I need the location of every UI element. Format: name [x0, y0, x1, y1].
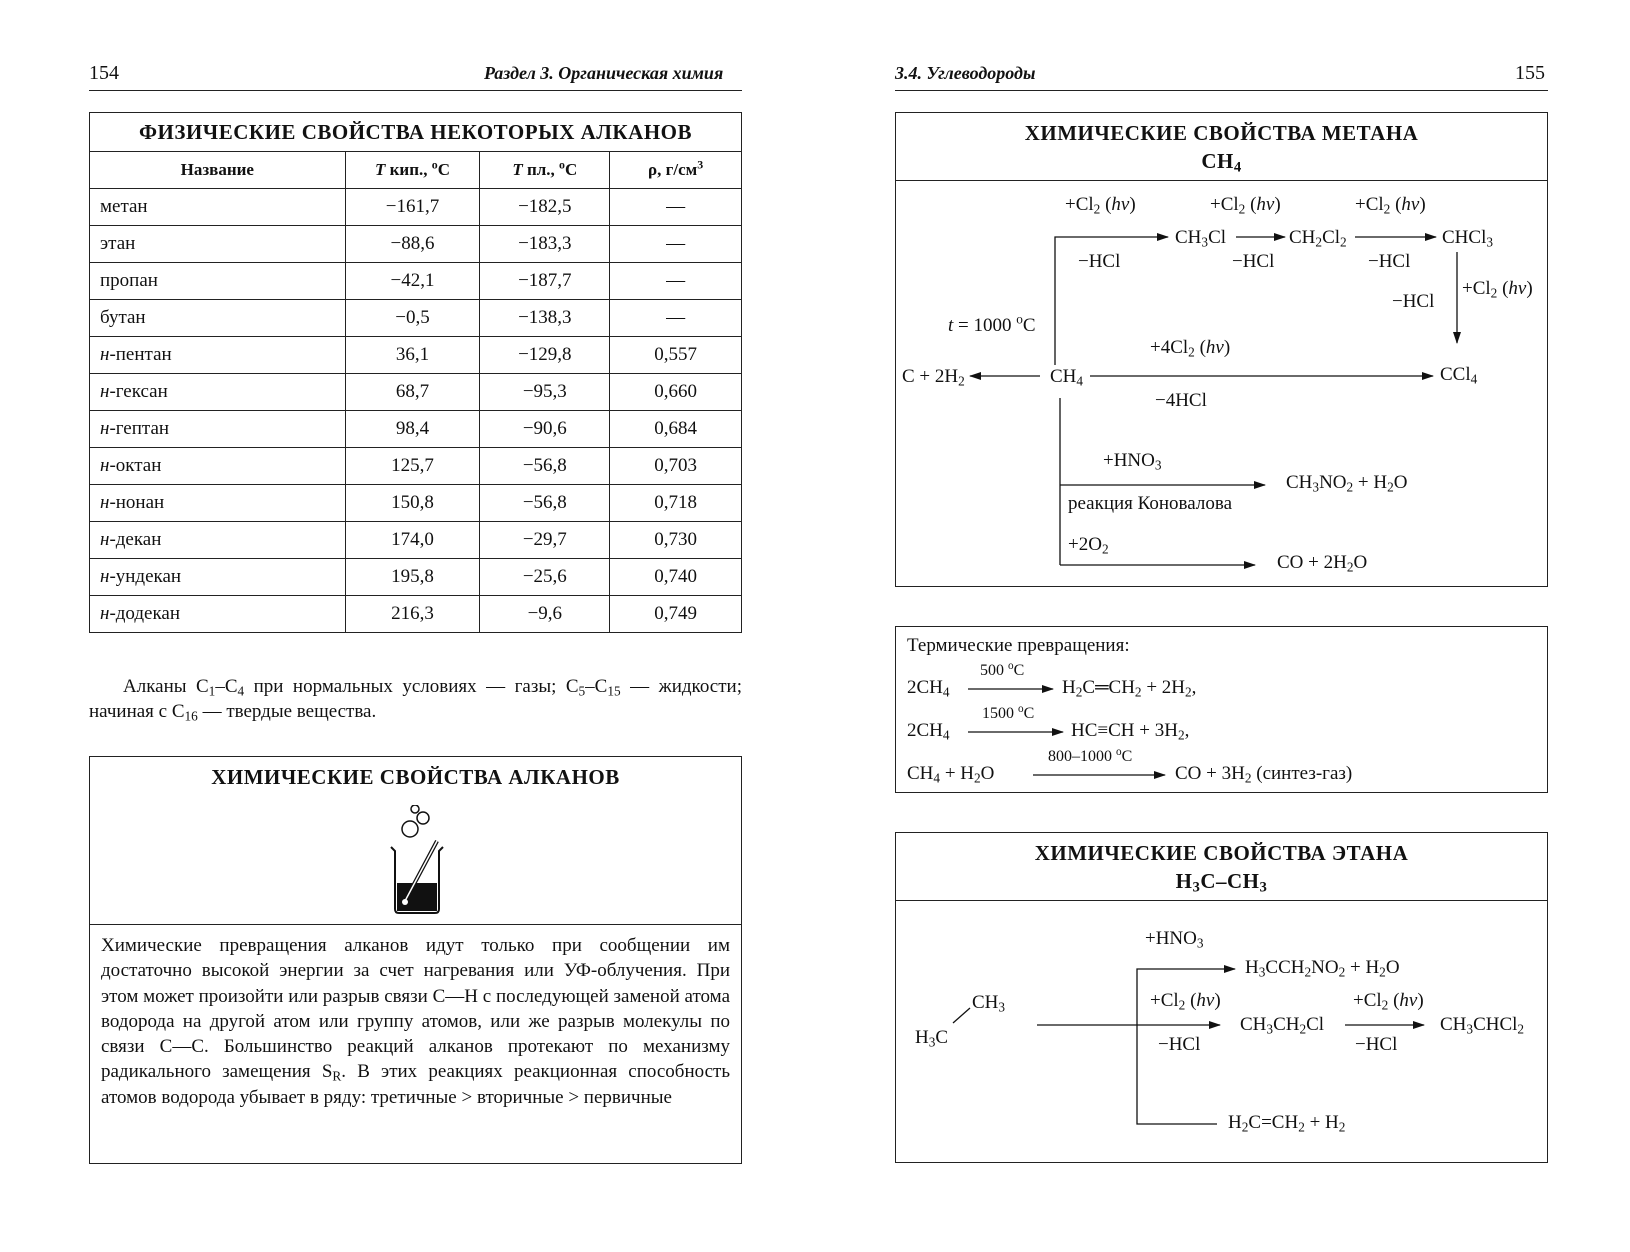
thermal-r1-right: $H_2C═CH_2 + 2H_2$,	[1062, 677, 1197, 700]
ch3chcl2: $CH_3CHCl_2$	[1440, 1014, 1525, 1037]
thermal-r2-right: $HC\equiv CH + 3H_2$,	[1071, 720, 1190, 743]
methane-hcl-1: −HCl	[1078, 251, 1121, 272]
cell-melting: −56,8	[480, 448, 610, 485]
ethane-cl2-2: $+Cl_2$ (hν)	[1353, 990, 1424, 1013]
page-number-left: 154	[89, 62, 119, 84]
cell-melting: −183,3	[480, 226, 610, 263]
cell-boiling: 98,4	[345, 411, 480, 448]
cell-name: н-ундекан	[90, 559, 346, 596]
methane-hno3: $+HNO_3$	[1103, 450, 1162, 473]
running-head-right: 3.4. Углеводороды	[895, 63, 1036, 83]
cell-boiling: −0,5	[345, 300, 480, 337]
temp-1000: t = 1000 $^o$C	[948, 311, 1036, 336]
cell-melting: −90,6	[480, 411, 610, 448]
cell-name: н-гептан	[90, 411, 346, 448]
cell-density: 0,718	[610, 485, 742, 522]
cell-density: 0,730	[610, 522, 742, 559]
c-plus-2h2: $C + 2H_2$	[902, 366, 965, 389]
methane-cl2-1: $+Cl_2$ (hν)	[1065, 194, 1136, 217]
col-header-melting: T пл., $^o$C	[480, 152, 610, 189]
cell-density: —	[610, 226, 742, 263]
cell-name: н-декан	[90, 522, 346, 559]
cell-boiling: −161,7	[345, 189, 480, 226]
state-note: Алканы $C_1-C_4$ при нормальных условиях — газы; $C_5-C_{15}$ — жидкости; начиная с $C_{16}$ — твердые вещества.	[89, 676, 742, 724]
methane-center: $CH_4$	[1050, 366, 1084, 389]
cell-name: н-октан	[90, 448, 346, 485]
cell-boiling: 125,7	[345, 448, 480, 485]
cell-density: 0,740	[610, 559, 742, 596]
cell-melting: −138,3	[480, 300, 610, 337]
cell-density: 0,684	[610, 411, 742, 448]
ch2cl2: $CH_2Cl_2$	[1289, 227, 1347, 250]
ethane-hcl-2: −HCl	[1355, 1034, 1398, 1055]
thermal-r3-left: $CH_4 + H_2O$	[907, 763, 995, 786]
cell-boiling: 150,8	[345, 485, 480, 522]
co-2h2o: CO + $2H_2O$	[1277, 552, 1368, 575]
cell-density: —	[610, 300, 742, 337]
col-header-name: Название	[90, 152, 346, 189]
ethane-title: ХИМИЧЕСКИЕ СВОЙСТВА ЭТАНА	[1034, 841, 1409, 865]
konovalov-label: реакция Коновалова	[1068, 493, 1233, 514]
alkanes-chem-title: ХИМИЧЕСКИЕ СВОЙСТВА АЛКАНОВ	[211, 765, 620, 789]
ethane-h3c: $H_3C$	[915, 1027, 949, 1050]
cell-name: пропан	[90, 263, 346, 300]
ethane-formula: $H_3C-CH_3$	[1175, 869, 1268, 896]
methane-cl2-4: $+Cl_2$ (hν)	[1462, 278, 1533, 301]
cell-name: н-додекан	[90, 596, 346, 633]
methane-hcl-4: −HCl	[1392, 291, 1435, 312]
ethane-hcl-1: −HCl	[1158, 1034, 1201, 1055]
cell-melting: −29,7	[480, 522, 610, 559]
methane-title: ХИМИЧЕСКИЕ СВОЙСТВА МЕТАНА	[1024, 121, 1419, 145]
methane-cl2-2: $+Cl_2$ (hν)	[1210, 194, 1281, 217]
ethane-cl2-1: $+Cl_2$ (hν)	[1150, 990, 1221, 1013]
cell-boiling: 36,1	[345, 337, 480, 374]
methane-cl2-3: $+Cl_2$ (hν)	[1355, 194, 1426, 217]
cond-1500: 1500 $^o$C	[982, 702, 1035, 722]
ethane-nitro: $H_3CCH_2NO_2 + H_2O$	[1245, 957, 1400, 980]
table-title: ФИЗИЧЕСКИЕ СВОЙСТВА НЕКОТОРЫХ АЛКАНОВ	[90, 113, 742, 152]
cell-name: этан	[90, 226, 346, 263]
cell-melting: −182,5	[480, 189, 610, 226]
cell-density: 0,703	[610, 448, 742, 485]
thermal-r1-left: $2CH_4$	[907, 677, 950, 700]
cell-boiling: 216,3	[345, 596, 480, 633]
cell-melting: −129,8	[480, 337, 610, 374]
ethane-hno3: $+HNO_3$	[1145, 928, 1204, 951]
cell-boiling: 174,0	[345, 522, 480, 559]
cell-name: н-пентан	[90, 337, 346, 374]
col-header-boiling: T кип., $^o$C	[345, 152, 480, 189]
chcl3: CHCl$_3$	[1442, 227, 1494, 250]
thermal-r3-right: CO + $3H_2$ (синтез-газ)	[1175, 763, 1353, 786]
ethene-h2: $H_2C=CH_2 + H_2$	[1228, 1112, 1346, 1135]
ethane-ch3: $CH_3$	[972, 992, 1006, 1015]
ch3cl: $CH_3Cl$	[1175, 227, 1227, 250]
cell-melting: −95,3	[480, 374, 610, 411]
cell-boiling: 68,7	[345, 374, 480, 411]
cell-density: 0,660	[610, 374, 742, 411]
cell-boiling: 195,8	[345, 559, 480, 596]
cell-boiling: −42,1	[345, 263, 480, 300]
page-number-right: 155	[1515, 62, 1545, 84]
methane-4hcl: −4HCl	[1155, 390, 1207, 411]
cond-500: 500 $^o$C	[980, 659, 1025, 679]
cell-melting: −25,6	[480, 559, 610, 596]
cell-name: бутан	[90, 300, 346, 337]
methane-hcl-2: −HCl	[1232, 251, 1275, 272]
cell-name: н-гексан	[90, 374, 346, 411]
ccl4: CCl$_4$	[1440, 364, 1478, 387]
cell-melting: −9,6	[480, 596, 610, 633]
cell-density: —	[610, 189, 742, 226]
cell-melting: −56,8	[480, 485, 610, 522]
cell-density: —	[610, 263, 742, 300]
cell-melting: −187,7	[480, 263, 610, 300]
methane-o2: $+2O_2$	[1068, 534, 1109, 557]
methane-hcl-3: −HCl	[1368, 251, 1411, 272]
cell-name: н-нонан	[90, 485, 346, 522]
cell-density: 0,749	[610, 596, 742, 633]
thermal-r2-left: $2CH_4$	[907, 720, 950, 743]
thermal-title: Термические превращения:	[907, 635, 1130, 656]
methane-4cl2: $+4Cl_2$ (hν)	[1150, 337, 1231, 360]
cell-name: метан	[90, 189, 346, 226]
ch3ch2cl: $CH_3CH_2Cl$	[1240, 1014, 1325, 1037]
cell-boiling: −88,6	[345, 226, 480, 263]
running-head-left: Раздел 3. Органическая химия	[484, 63, 724, 83]
cond-800-1000: 800–1000 $^o$C	[1048, 745, 1133, 765]
ch3no2: $CH_3NO_2 + H_2O$	[1286, 472, 1408, 495]
col-header-density: ρ, $г/см^3$	[610, 152, 742, 189]
cell-density: 0,557	[610, 337, 742, 374]
alkanes-chem-text: Химические превращения алканов идут только при сообщении им достаточно высокой энергии за счет нагревания или УФ-облучения. При этом может произойти или разрыв связи C—H с последующей заменой атома водорода на другой атом или группу атомов, или же разрыв молекулы по связи C—C. Большинство реакций алканов протекают по механизму радикального замещения $S_R$. В этих реакциях реакционная способность атомов водорода убывает в ряду: третичные > вторичные > первичные	[101, 935, 731, 1108]
methane-formula: $CH_4$	[1201, 149, 1242, 176]
